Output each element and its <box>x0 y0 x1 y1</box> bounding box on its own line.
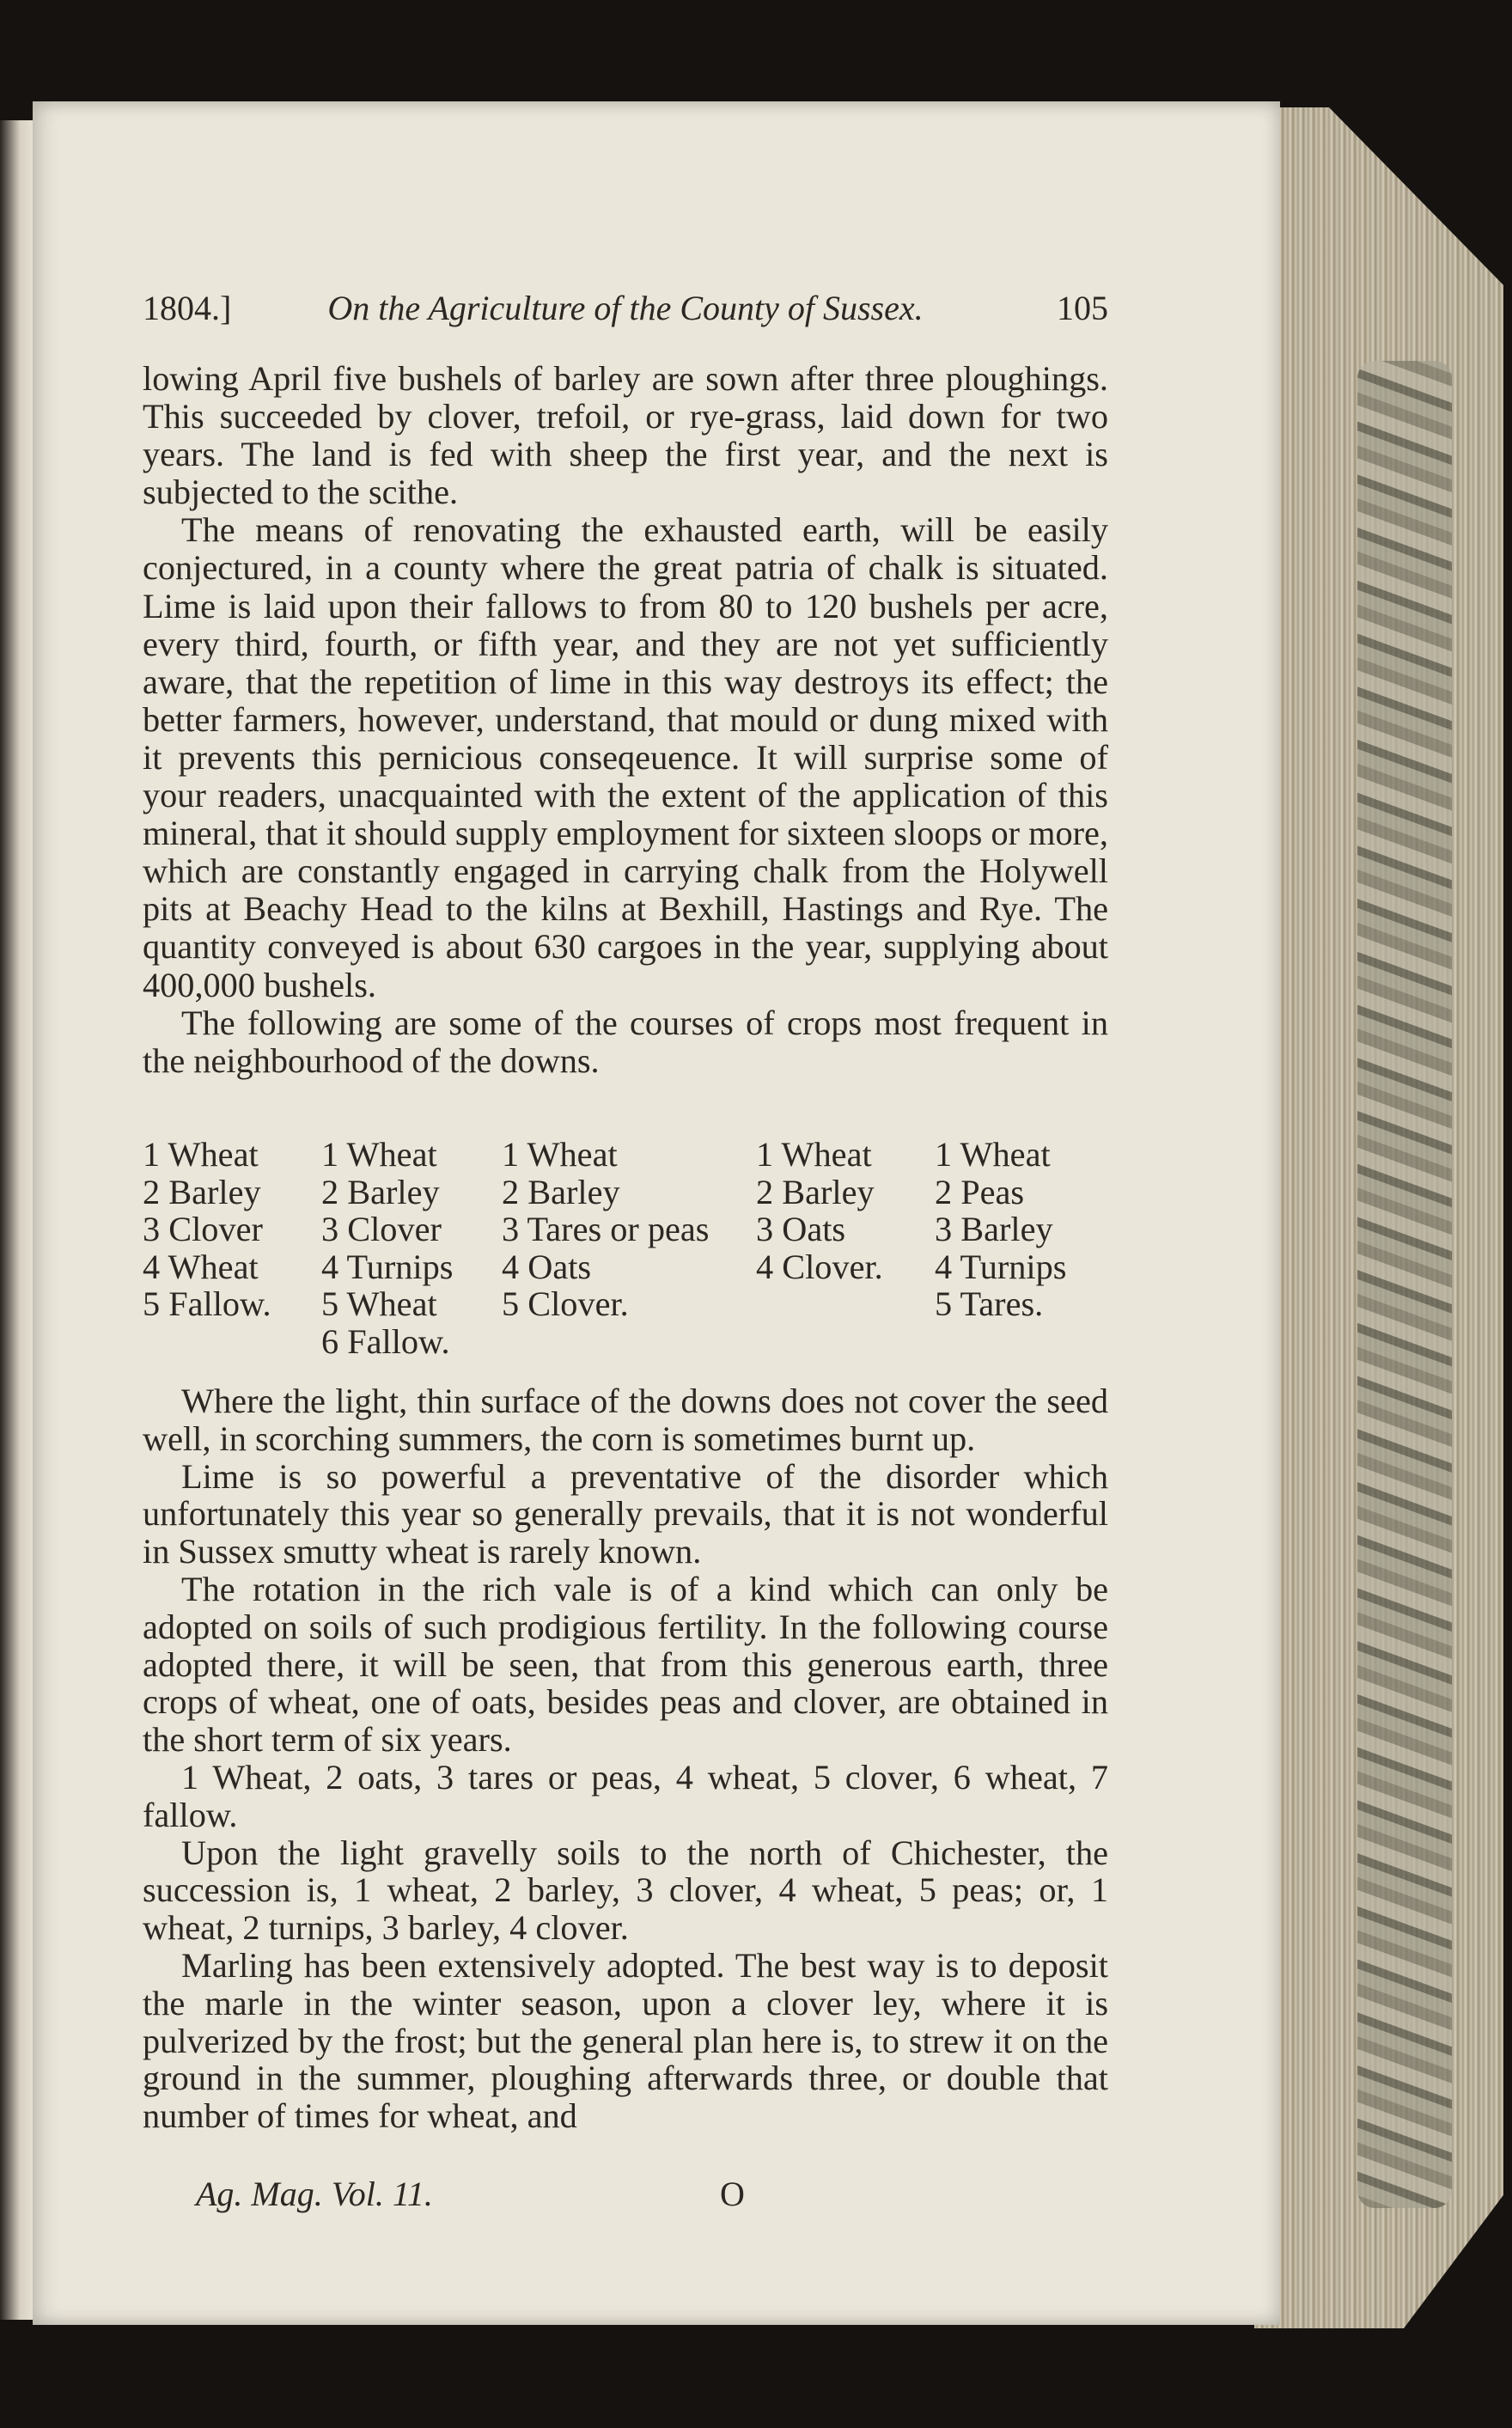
rotation-entry: 2 Peas <box>935 1172 1025 1211</box>
rotation-entry: 3 Oats <box>756 1210 846 1248</box>
signature-line: Ag. Mag. Vol. 11. <box>196 2175 433 2213</box>
paragraph: Upon the light gravelly soils to the north of Chichester, the succession is, 1 wheat, 2 barley, 3 clover, 4 wheat, 5 peas; or, 1 wheat, 2 turnips, 3 barley, 4 clover. <box>143 1833 1108 1948</box>
page-footer <box>143 2174 1108 2217</box>
rotation-column <box>935 1136 1066 1323</box>
rotation-entry: 5 Clover. <box>502 1284 629 1323</box>
rotation-entry: 1 Wheat <box>502 1135 618 1174</box>
rotation-entry: 1 Wheat <box>935 1135 1051 1174</box>
rotation-entry: 1 Wheat <box>321 1135 437 1174</box>
paragraph: The rotation in the rich vale is of a kind which can only be adopted on soils of such prodigious fertility. In the following course adopted there, it will be seen, that from this generous earth, three crops of wheat, one of oats, besides peas and clover, are obtained in the short term of six years. <box>143 1569 1108 1760</box>
rotation-entry: 3 Tares or peas <box>502 1210 710 1248</box>
crop-rotations-table <box>143 1136 1108 1368</box>
rotation-entry: 4 Oats <box>502 1247 592 1286</box>
left-page-edge <box>0 120 36 2320</box>
rotation-entry: 5 Fallow. <box>143 1284 271 1323</box>
fore-edge-marbling <box>1357 361 1452 2208</box>
paragraph: Lime is so powerful a preventative of the disorder which unfortunately this year so generally prevails, that it is not wonderful in Sussex smutty wheat is rarely known. <box>143 1456 1108 1571</box>
rotation-entry: 2 Barley <box>143 1172 261 1211</box>
rotation-entry: 3 Clover <box>143 1210 263 1248</box>
rotation-entry: 4 Wheat <box>143 1247 259 1286</box>
paragraph: Marling has been extensively adopted. The best way is to deposit the marle in the winter season, upon a clover ley, where it is pulverized by the frost; but the general plan here is, to strew it on the ground in the summer, ploughing afterwards three, or double that number of times for wheat, and <box>143 1945 1108 2136</box>
running-header <box>143 288 1108 331</box>
rotation-entry: 1 Wheat <box>143 1135 259 1174</box>
rotation-entry: 3 Barley <box>935 1210 1053 1248</box>
body-text-bottom <box>143 1382 1108 2135</box>
rotation-entry: 4 Turnips <box>935 1247 1067 1286</box>
signature-mark: O <box>720 2175 745 2213</box>
rotation-entry: 5 Tares. <box>935 1284 1044 1323</box>
body-text-top <box>143 360 1108 1080</box>
rotation-entry: 4 Clover. <box>756 1247 883 1286</box>
header-title: On the Agriculture of the County of Sussex. <box>327 289 924 327</box>
rotation-entry: 5 Wheat <box>321 1284 437 1323</box>
header-year: 1804.] <box>143 289 232 327</box>
rotation-entry: 6 Fallow. <box>321 1321 450 1361</box>
paragraph: The following are some of the courses of crops most frequent in the neighbourhood of the downs. <box>143 1003 1108 1080</box>
paragraph: Where the light, thin surface of the downs does not cover the seed well, in scorching summers, the corn is sometimes burnt up. <box>143 1382 1108 1458</box>
rotation-column <box>321 1136 453 1360</box>
paragraph: The means of renovating the exhausted earth, will be easily conjectured, in a county where the great patria of chalk is situated. Lime is laid upon their fallows to from 80 to 120 bushels per acre, every third, fourth, or fifth year, and they are not yet sufficiently aware, that the repetition of lime in this way destroys its effect; the better farmers, however, understand, that mould or dung mixed with it prevents this pernicious conseqeuence. It will surprise some of your readers, unacquainted with the extent of the application of this mineral, that it should supply employment for sixteen sloops or more, which are constantly engaged in carrying chalk from the Holywell pits at Beachy Head to the kilns at Bexhill, Hastings and Rye. The quantity conveyed is about 630 cargoes in the year, supplying about 400,000 bushels. <box>143 510 1108 1004</box>
rotation-entry: 1 Wheat <box>756 1135 872 1174</box>
rotation-entry: 3 Clover <box>321 1210 442 1248</box>
rotation-entry: 2 Barley <box>502 1172 620 1211</box>
rotation-column <box>143 1136 271 1323</box>
rotation-entry: 4 Turnips <box>321 1247 454 1286</box>
page-number: 105 <box>1057 289 1108 327</box>
paragraph: 1 Wheat, 2 oats, 3 tares or peas, 4 wheat, 5 clover, 6 wheat, 7 fallow. <box>143 1757 1108 1834</box>
rotation-column <box>502 1136 710 1323</box>
rotation-entry: 2 Barley <box>756 1172 875 1211</box>
rotation-column <box>756 1136 883 1285</box>
paragraph: lowing April five bushels of barley are sown after three ploughings. This succeeded by clover, trefoil, or rye-grass, laid down for two years. The land is fed with sheep the first year, and the next is subjected to the scithe. <box>143 359 1108 512</box>
rotation-entry: 2 Barley <box>321 1172 440 1211</box>
